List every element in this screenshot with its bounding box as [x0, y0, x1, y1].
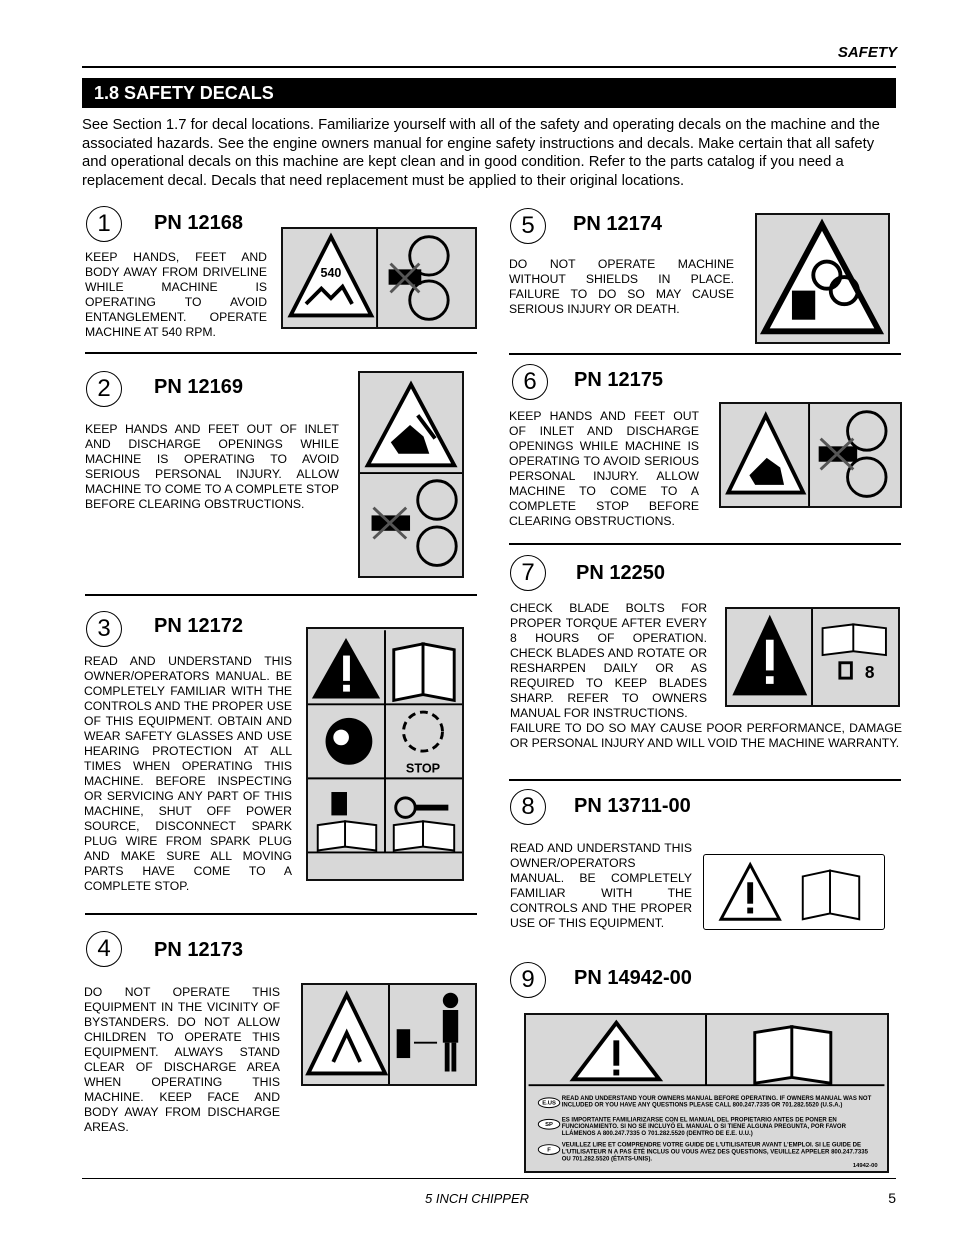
- svg-text:SP: SP: [545, 1122, 553, 1129]
- decal-part-number: PN 12172: [154, 615, 243, 637]
- hourglass-icon: [840, 663, 852, 678]
- operator-icon: [792, 291, 815, 320]
- warning-triangle-icon: [312, 638, 380, 698]
- decal-part-number: PN 12175: [574, 369, 663, 391]
- section-divider: [85, 594, 477, 596]
- warning-triangle-icon: [765, 225, 879, 332]
- page-number: 5: [888, 1190, 896, 1206]
- key-icon: [396, 798, 449, 817]
- manual-book-icon: [803, 871, 859, 920]
- manual-book-icon: [394, 821, 454, 850]
- decal-image-12169: [358, 371, 464, 578]
- decal-number: 2: [86, 371, 122, 407]
- decal-image-12175: [719, 402, 902, 508]
- decal-description: KEEP HANDS AND FEET OUT OF INLET AND DISCHARGE OPENINGS WHILE MACHINE IS OPERATING TO AVOID SERIOUS PERSONAL INJURY. ALLOW MACHINE TO COME TO A COMPLETE STOP BEFORE CLEARING OBSTRUCTIONS.: [85, 422, 339, 511]
- svg-text:F: F: [547, 1147, 551, 1154]
- decal-part-number: PN 12168: [154, 212, 243, 234]
- decal-image-12168: [281, 227, 477, 329]
- section-divider: [85, 913, 477, 915]
- decal-line-french: VEUILLEZ LIRE ET COMPRENDRE VOTRE GUIDE DE L'UTILISATEUR AVANT L'EMPLOI. SI LE GUIDE DE L'UTILISATEUR N A PAS ÉTÉ INCLUS OU VOUS AVEZ DES QUESTIONS, VEUILLEZ APPELER 800.247.7335 OU 701.282.5520 (ÉTATS-UNIS).: [561, 1141, 868, 1163]
- decal-hours-text: 8: [864, 662, 875, 683]
- svg-text:E.US: E.US: [542, 1100, 556, 1107]
- decal-rpm-text: 540: [320, 266, 342, 281]
- decal-description-continued: FAILURE TO DO SO MAY CAUSE POOR PERFORMANCE, DAMAGE OR PERSONAL INJURY AND WILL VOID THE MACHINE WARRANTY.: [510, 721, 902, 750]
- decal-number: 8: [510, 789, 546, 825]
- decal-part-number: PN 12173: [154, 939, 243, 961]
- decal-part-number: PN 13711-00: [574, 795, 691, 817]
- decal-description: KEEP HANDS, FEET AND BODY AWAY FROM DRIVELINE WHILE MACHINE IS OPERATING TO AVOID ENTANGLEMENT. OPERATE MACHINE AT 540 RPM.: [85, 250, 267, 339]
- decal-number: 3: [86, 611, 122, 647]
- intro-paragraph: See Section 1.7 for decal locations. Familiarize yourself with all of the safety and operating decals on the machine and the associated hazards. See the engine owners manual for engine safety instructions and decals. Make certain that all safety and operational decals on this machine are kept clean and in good condition. Refer to the parts catalog if you need a replacement decal. Decals that need replacement must be applied to their original locations.: [82, 117, 880, 189]
- decal-number: 7: [510, 555, 546, 591]
- header-rule: [82, 66, 896, 68]
- language-badge-english: [538, 1098, 559, 1108]
- manual-book-icon: [823, 624, 886, 655]
- language-badge-spanish: [538, 1119, 559, 1129]
- decal-description: READ AND UNDERSTAND THIS OWNER/OPERATORS MANUAL. BE COMPLETELY FAMILIAR WITH THE CONTROLS AND THE PROPER USE OF THIS EQUIPMENT.: [510, 841, 692, 930]
- decal-stop-text: STOP: [405, 761, 441, 776]
- decal-number: 9: [510, 962, 546, 998]
- warning-triangle-icon: [573, 1023, 659, 1080]
- decal-part-number: PN 12169: [154, 376, 243, 398]
- decal-code: 14942-00: [852, 1163, 878, 1170]
- manual-book-icon: [394, 644, 454, 701]
- footer-title: 5 INCH CHIPPER: [424, 1191, 530, 1206]
- decal-line-spanish: ES IMPORTANTE FAMILIARIZARSE CON EL MANUAL DEL PROPIETARIO ANTES DE PONER EN FUNCIONAMIENTO. SI NO SE INCLUYÓ EL MANUAL O SI TIENE ALGUNA PREGUNTA, POR FAVOR LLÁMENOS A 800.247.7335 O 701.282.5520 (DENTRO DE E.E. U.U.): [561, 1116, 846, 1137]
- footer-rule: [82, 1178, 896, 1179]
- safety-glasses-icon: [326, 718, 373, 765]
- decal-description: DO NOT OPERATE MACHINE WITHOUT SHIELDS IN PLACE. FAILURE TO DO SO MAY CAUSE SERIOUS INJURY OR DEATH.: [509, 257, 734, 316]
- decal-number: 5: [510, 208, 546, 244]
- decal-line-english: READ AND UNDERSTAND YOUR OWNERS MANUAL BEFORE OPERATING. IF OWNERS MANUAL WAS NOT INCLUDED OR YOU HAVE ANY QUESTIONS PLEASE CALL 800.247.7335 OR 701.282.5520 (U.S.A.): [561, 1094, 872, 1109]
- decal-part-number: PN 12174: [573, 213, 662, 235]
- warning-triangle-icon: [721, 865, 779, 920]
- manual-book-icon: [755, 1027, 831, 1084]
- decal-description: CHECK BLADE BOLTS FOR PROPER TORQUE AFTER EVERY 8 HOURS OF OPERATION. CHECK BLADES AND ROTATE OR RESHARPEN DAILY OR AS REQUIRED TO KEEP BLADES SHARP. REFER TO OWNERS MANUAL FOR INSTRUCTIONS.: [510, 601, 707, 720]
- page-header-label: SAFETY: [837, 44, 897, 61]
- decal-image-12250: [725, 607, 900, 707]
- decal-number: 6: [512, 364, 548, 400]
- decal-number: 1: [86, 206, 122, 242]
- language-badge-french: [538, 1145, 559, 1155]
- manual-book-icon: [318, 821, 376, 850]
- decal-description: DO NOT OPERATE THIS EQUIPMENT IN THE VICINITY OF BYSTANDERS. DO NOT ALLOW CHILDREN TO OPERATE THIS EQUIPMENT. ALWAYS STAND CLEAR OF DISCHARGE AREA WHEN OPERATING THIS MACHINE. KEEP FACE AND BODY AWAY FROM DISCHARGE AREAS.: [84, 985, 280, 1134]
- spark-plug-icon: [331, 792, 347, 815]
- decal-image-14942: [524, 1013, 889, 1173]
- section-title: 1.8 SAFETY DECALS: [82, 78, 896, 108]
- section-divider: [509, 779, 901, 781]
- decal-image-13711: [703, 854, 885, 930]
- section-divider: [85, 352, 477, 354]
- rotating-blade-icon: [418, 481, 456, 566]
- distance-arrow-icon: [397, 1029, 437, 1058]
- decal-description: KEEP HANDS AND FEET OUT OF INLET AND DISCHARGE OPENINGS WHILE MACHINE IS OPERATING TO AVOID SERIOUS PERSONAL INJURY. ALLOW MACHINE TO COME TO A COMPLETE STOP BEFORE CLEARING OBSTRUCTIONS.: [509, 409, 699, 528]
- warning-triangle-icon: [732, 615, 807, 696]
- section-divider: [509, 543, 901, 545]
- decal-part-number: PN 12250: [576, 562, 665, 584]
- section-divider: [509, 353, 901, 355]
- decal-image-12173: [301, 983, 477, 1086]
- decal-part-number: PN 14942-00: [574, 967, 692, 989]
- decal-image-12174: [755, 213, 890, 344]
- decal-description: READ AND UNDERSTAND THIS OWNER/OPERATORS MANUAL. BE COMPLETELY FAMILIAR WITH THE CONTROLS AND THE PROPER USE OF THIS EQUIPMENT. OBTAIN AND WEAR SAFETY GLASSES AND USE HEARING PROTECTION AT ALL TIMES WHEN OPERATING THIS MACHINE. BEFORE INSPECTING OR SERVICING ANY PART OF THIS MACHINE, SHUT OFF POWER SOURCE, DISCONNECT SPARK PLUG WIRE FROM SPARK PLUG AND MAKE SURE ALL MOVING PARTS HAVE COME TO A COMPLETE STOP.: [84, 654, 292, 893]
- stop-rotation-icon: [404, 712, 443, 751]
- bystander-icon: [443, 993, 458, 1072]
- decal-image-12172: [306, 627, 464, 881]
- decal-number: 4: [86, 931, 122, 967]
